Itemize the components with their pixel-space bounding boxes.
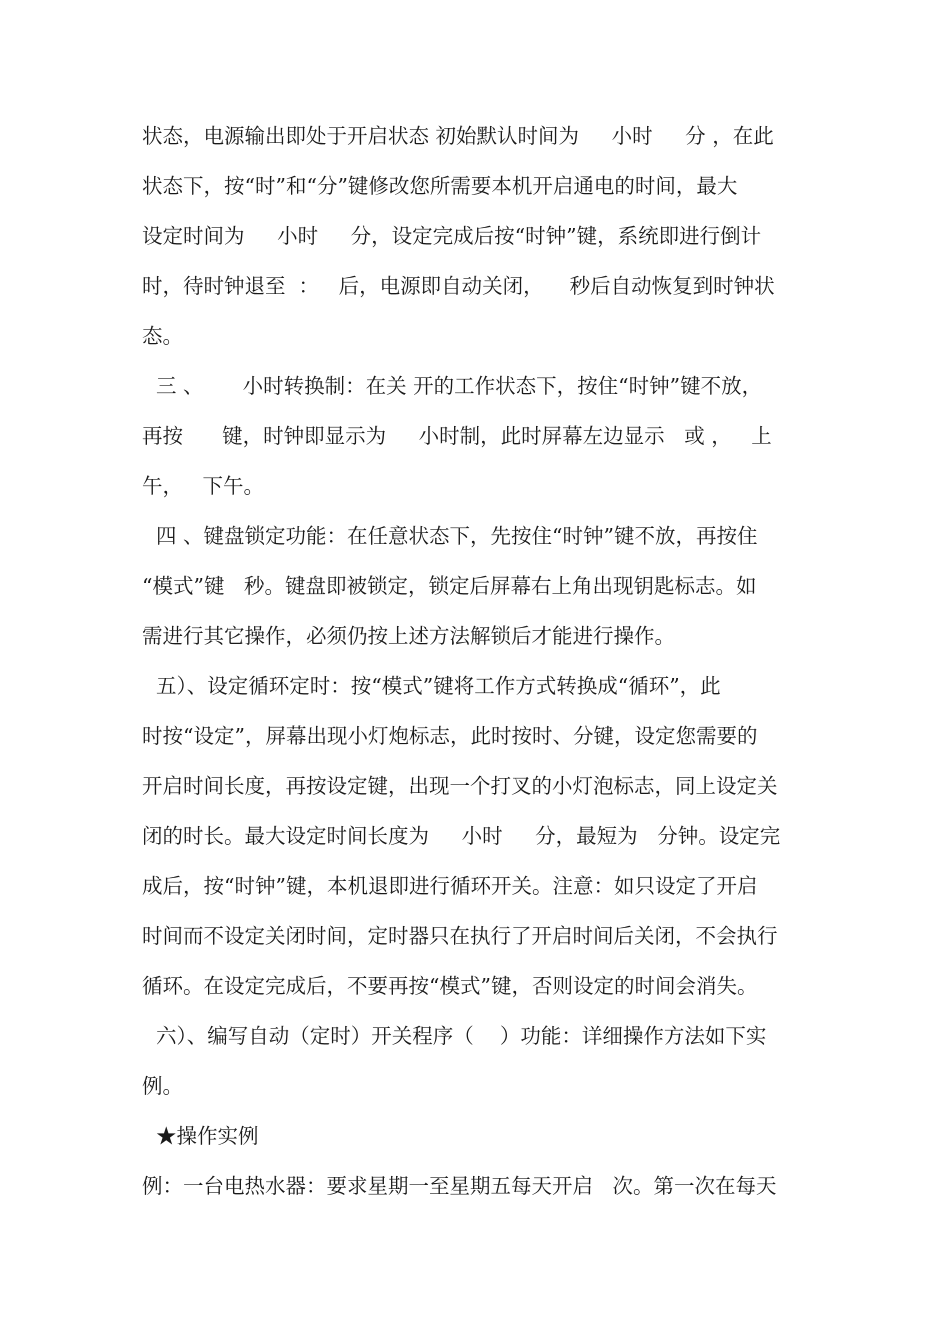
section-heading-line: 四 、键盘锁定功能：在任意状态下，先按住“时钟”键不放，再按住 bbox=[156, 524, 758, 548]
text-line: 午， 下午。 bbox=[142, 474, 265, 498]
section-heading-line: 五）、设定循环定时：按“模式”键将工作方式转换成“循环”，此 bbox=[156, 674, 721, 698]
text-line: 状态下，按“时”和“分”键修改您所需要本机开启通电的时间，最大 bbox=[142, 174, 738, 198]
section-heading-line: 六）、编写自动（定时）开关程序（ ）功能：详细操作方法如下实 bbox=[156, 1024, 767, 1048]
text-line: 时，待时钟退至 ： 后，电源即自动关闭， 秒后自动恢复到时钟状 bbox=[142, 274, 775, 298]
text-line: 状态，电源输出即处于开启状态 初始默认时间为 小时 分 ，在此 bbox=[142, 124, 774, 148]
text-line: 设定时间为 小时 分，设定完成后按“时钟”键，系统即进行倒计 bbox=[142, 224, 762, 248]
example-heading: ★操作实例 bbox=[156, 1124, 259, 1148]
section-heading-line: 三 、 小时转换制：在关 开的工作状态下，按住“时钟”键不放， bbox=[156, 374, 763, 398]
text-line: “模式”键 秒。键盘即被锁定，锁定后屏幕右上角出现钥匙标志。如 bbox=[142, 574, 757, 598]
text-line: 再按 键，时钟即显示为 小时制，此时屏幕左边显示 或 ， 上 bbox=[142, 424, 772, 448]
text-line: 开启时间长度，再按设定键，出现一个打叉的小灯泡标志，同上设定关 bbox=[142, 774, 778, 798]
text-line: 成后，按“时钟”键，本机退即进行循环开关。注意：如只设定了开启 bbox=[142, 874, 758, 898]
text-line: 循环。在设定完成后，不要再按“模式”键，否则设定的时间会消失。 bbox=[142, 974, 758, 998]
text-line: 需进行其它操作，必须仍按上述方法解锁后才能进行操作。 bbox=[142, 624, 675, 648]
text-line: 例：一台电热水器：要求星期一至星期五每天开启 次。第一次在每天 bbox=[142, 1174, 777, 1198]
text-line: 闭的时长。最大设定时间长度为 小时 分，最短为 分钟。设定完 bbox=[142, 824, 781, 848]
text-line: 例。 bbox=[142, 1074, 183, 1098]
text-line: 态。 bbox=[142, 324, 183, 348]
text-line: 时按“设定”，屏幕出现小灯炮标志，此时按时、分键，设定您需要的 bbox=[142, 724, 758, 748]
text-line: 时间而不设定关闭时间，定时器只在执行了开启时间后关闭，不会执行 bbox=[142, 924, 778, 948]
